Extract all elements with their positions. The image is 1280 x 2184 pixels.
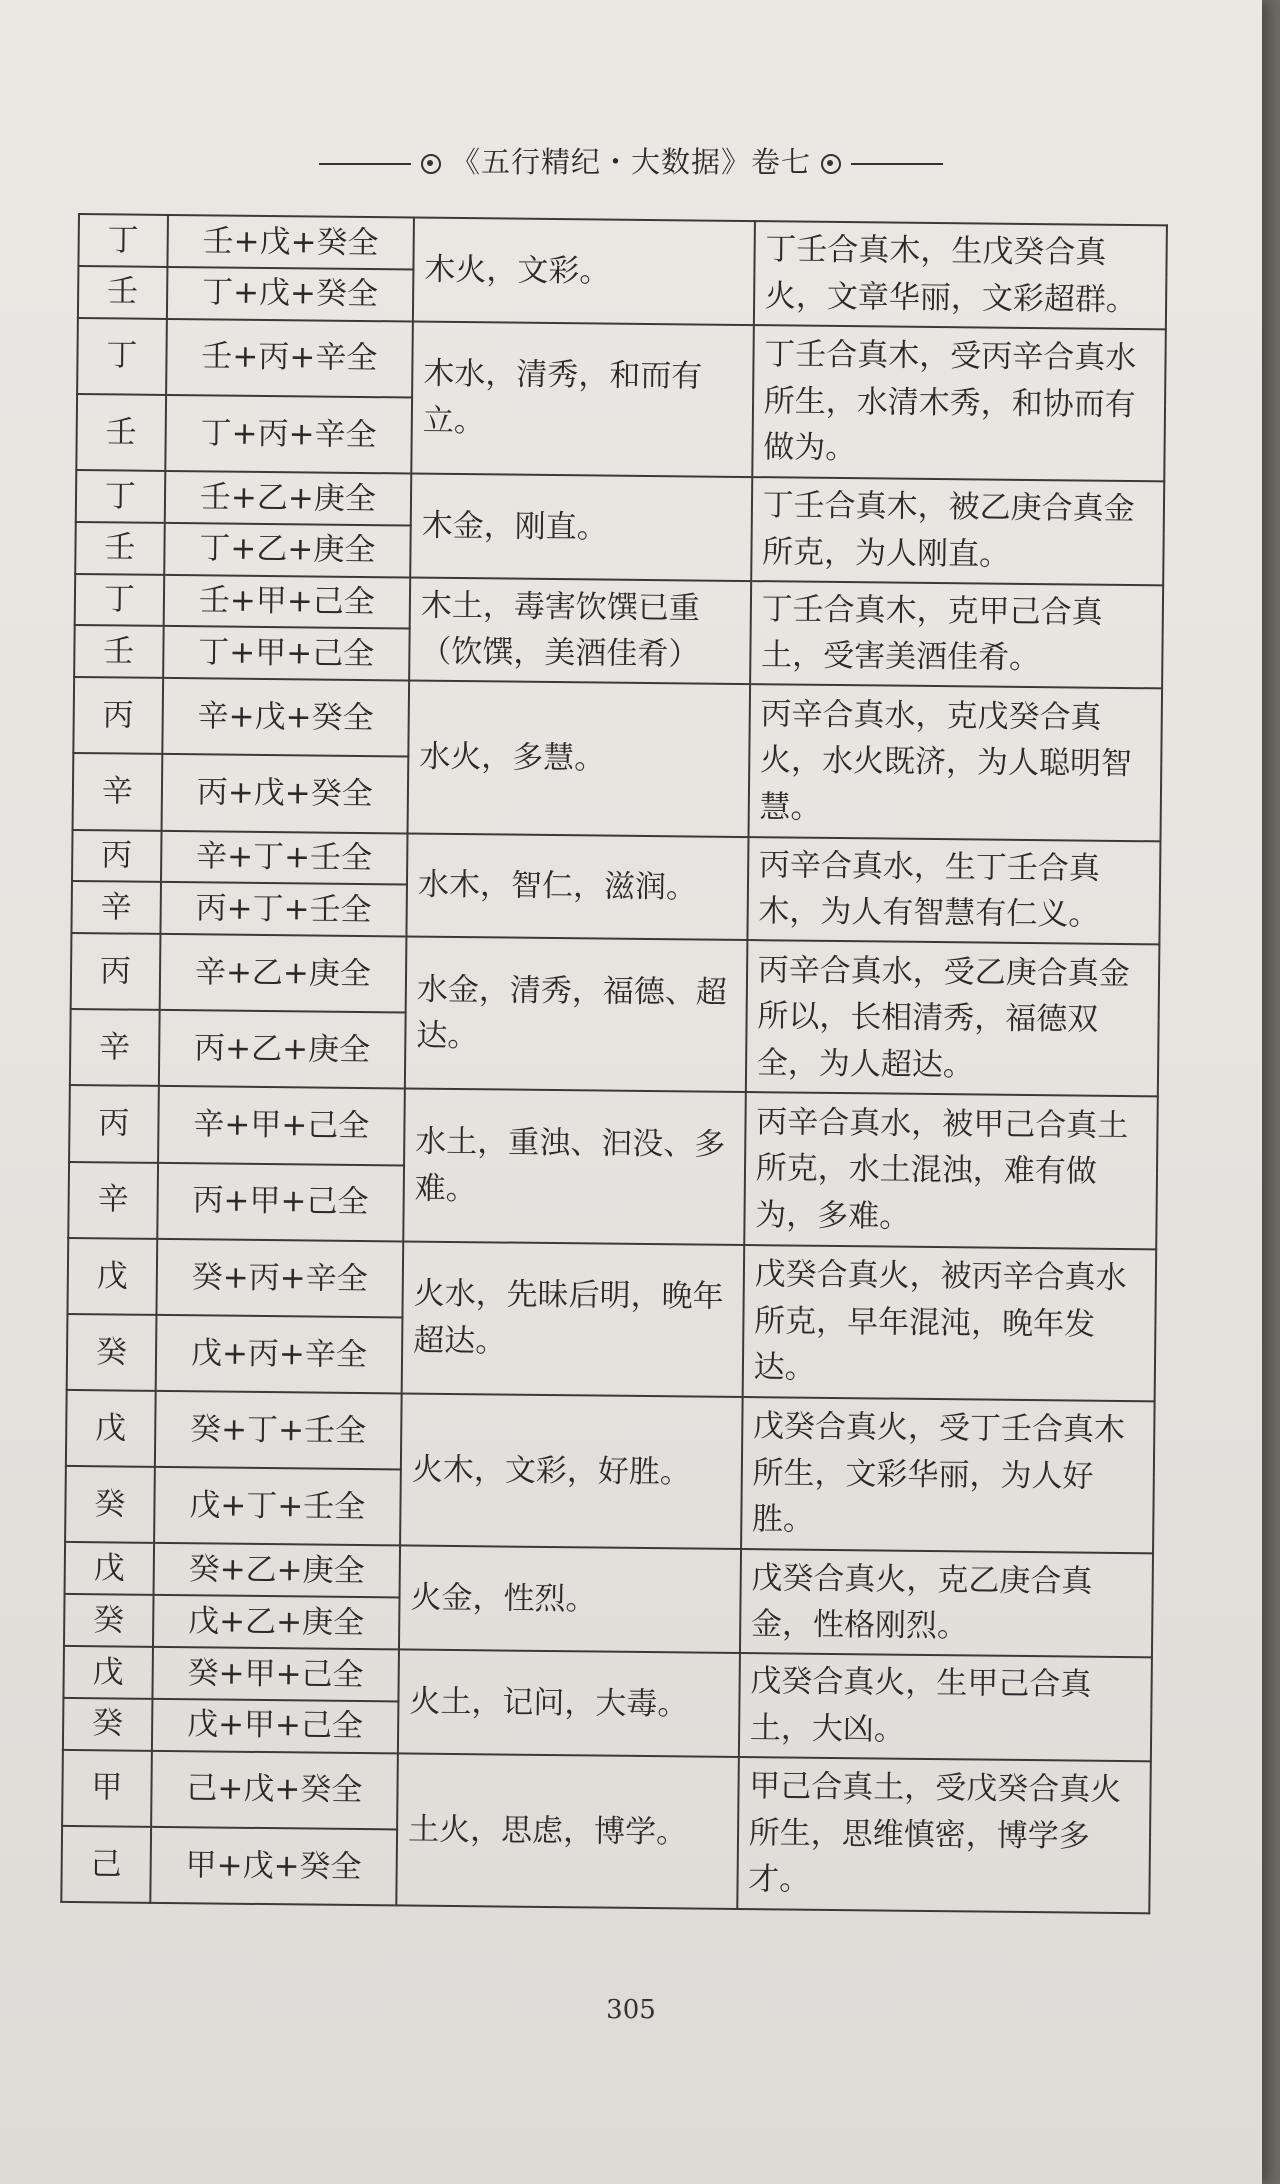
- swirl-ornament-icon: [821, 154, 841, 174]
- combination-cell: 辛+戊+癸全: [162, 678, 409, 757]
- element-description-cell: 火土，记问，大毒。: [398, 1649, 740, 1756]
- combination-table-wrapper: [60, 213, 1168, 1914]
- element-description-cell: 木火，文彩。: [413, 218, 755, 325]
- interpretation-cell: 丁壬合真木，受丙辛合真水所生，水清木秀，和协而有做为。: [752, 325, 1166, 482]
- combination-cell: 壬+丙+辛全: [166, 319, 413, 398]
- combination-cell: 壬+戊+癸全: [167, 215, 414, 269]
- interpretation-cell: 甲己合真土，受戊癸合真火所生，思维慎密，博学多才。: [737, 1757, 1151, 1914]
- combination-cell: 辛+丁+壬全: [161, 830, 408, 884]
- interpretation-cell: 丁壬合真木，生戊癸合真火，文章华丽，文彩超群。: [754, 221, 1167, 329]
- stem-cell: 癸: [67, 1314, 157, 1391]
- interpretation-cell: 丙辛合真水，克戊癸合真火，水火既济，为人聪明智慧。: [748, 684, 1162, 841]
- element-description-cell: 水土，重浊、汩没、多难。: [403, 1089, 745, 1245]
- element-description-cell: 水火，多慧。: [407, 681, 749, 837]
- swirl-ornament-icon: [421, 154, 441, 174]
- combination-cell: 丙+乙+庚全: [159, 1010, 406, 1089]
- stem-cell: 戊: [63, 1646, 152, 1699]
- stem-cell: 丁: [75, 574, 164, 627]
- stem-cell: 丁: [78, 214, 167, 267]
- interpretation-cell: 丁壬合真木，克甲己合真土，受害美酒佳肴。: [750, 581, 1163, 689]
- combination-cell: 戊+丁+壬全: [154, 1467, 401, 1546]
- combination-cell: 丙+甲+己全: [157, 1162, 404, 1241]
- stem-cell: 癸: [63, 1698, 152, 1751]
- running-header: [0, 140, 1262, 181]
- combination-cell: 癸+丁+壬全: [155, 1391, 402, 1470]
- combination-cell: 丙+戊+癸全: [161, 754, 408, 833]
- table-row: [73, 677, 1162, 765]
- stem-cell: 戊: [65, 1542, 154, 1595]
- element-description-cell: 火水，先昧后明，晚年超达。: [402, 1241, 744, 1397]
- stem-cell: 戊: [66, 1390, 156, 1467]
- page-number: 305: [606, 1995, 656, 2025]
- combination-cell: 壬+甲+己全: [163, 574, 410, 628]
- table-row: [71, 933, 1160, 1021]
- combination-cell: 癸+丙+辛全: [156, 1239, 403, 1318]
- combination-cell: 丁+戊+癸全: [167, 267, 414, 321]
- stem-cell: 辛: [68, 1162, 158, 1239]
- combination-cell: 己+戊+癸全: [151, 1750, 398, 1829]
- element-description-cell: 火金，性烈。: [399, 1546, 741, 1653]
- table-body: [61, 214, 1167, 1913]
- element-description-cell: 水木，智仁，滋润。: [406, 833, 748, 940]
- combination-cell: 戊+乙+庚全: [153, 1595, 400, 1649]
- stem-cell: 辛: [71, 881, 160, 934]
- header-rule-right: [851, 163, 943, 165]
- header-rule-left: [319, 163, 411, 165]
- combination-cell: 壬+乙+庚全: [165, 471, 412, 525]
- stem-cell: 壬: [75, 522, 164, 575]
- stem-cell: 壬: [78, 266, 167, 319]
- combination-table: [60, 213, 1168, 1914]
- stem-cell: 丙: [71, 933, 161, 1010]
- header-title: 《五行精纪・大数据》卷七: [450, 145, 811, 179]
- table-row: [77, 318, 1166, 406]
- element-description-cell: 火木，文彩，好胜。: [400, 1394, 742, 1550]
- interpretation-cell: 戊癸合真火，受丁壬合真木所生，文彩华丽，为人好胜。: [741, 1397, 1155, 1554]
- stem-cell: 丁: [77, 318, 167, 395]
- combination-cell: 辛+乙+庚全: [159, 934, 406, 1013]
- interpretation-cell: 戊癸合真火，被丙辛合真水所克，早年混沌，晚年发达。: [742, 1245, 1156, 1402]
- table-row: [66, 1390, 1155, 1478]
- element-description-cell: 土火，思虑，博学。: [396, 1753, 738, 1909]
- stem-cell: 戊: [67, 1238, 157, 1315]
- element-description-cell: 水金，清秀，福德、超达。: [405, 937, 747, 1093]
- interpretation-cell: 丙辛合真水，被甲己合真土所克，水土混浊，难有做为，多难。: [744, 1092, 1158, 1249]
- interpretation-cell: 戊癸合真火，克乙庚合真金，性格刚烈。: [740, 1549, 1153, 1657]
- combination-cell: 癸+甲+己全: [152, 1647, 399, 1701]
- interpretation-cell: 丙辛合真水，受乙庚合真金所以，长相清秀，福德双全，为人超达。: [745, 940, 1159, 1097]
- interpretation-cell: 丁壬合真木，被乙庚合真金所克，为人刚直。: [751, 477, 1164, 585]
- combination-cell: 辛+甲+己全: [158, 1086, 405, 1165]
- stem-cell: 癸: [64, 1594, 153, 1647]
- stem-cell: 辛: [73, 753, 163, 830]
- combination-cell: 丁+丙+辛全: [165, 395, 412, 474]
- element-description-cell: 木金，刚直。: [410, 473, 752, 580]
- stem-cell: 壬: [74, 625, 163, 678]
- combination-cell: 戊+丙+辛全: [155, 1315, 402, 1394]
- table-row: [69, 1085, 1158, 1173]
- combination-cell: 丁+甲+己全: [163, 626, 410, 680]
- element-description-cell: 木土，毒害饮馔已重（饮馔，美酒佳肴）: [409, 577, 751, 684]
- combination-cell: 戊+甲+己全: [152, 1699, 399, 1753]
- stem-cell: 甲: [62, 1750, 152, 1827]
- table-row: [67, 1238, 1156, 1326]
- stem-cell: 己: [61, 1826, 151, 1903]
- interpretation-cell: 戊癸合真火，生甲己合真土，大凶。: [739, 1653, 1152, 1761]
- element-description-cell: 木水，清秀，和而有立。: [411, 321, 753, 477]
- table-row: [62, 1750, 1151, 1838]
- stem-cell: 辛: [70, 1009, 160, 1086]
- combination-cell: 丁+乙+庚全: [164, 523, 411, 577]
- stem-cell: 丙: [72, 829, 161, 882]
- combination-cell: 甲+戊+癸全: [150, 1827, 397, 1906]
- stem-cell: 丙: [73, 677, 163, 754]
- stem-cell: 丙: [69, 1085, 159, 1162]
- stem-cell: 癸: [65, 1466, 155, 1543]
- combination-cell: 丙+丁+壬全: [160, 882, 407, 936]
- interpretation-cell: 丙辛合真水，生丁壬合真木，为人有智慧有仁义。: [747, 837, 1160, 945]
- combination-cell: 癸+乙+庚全: [153, 1543, 400, 1597]
- stem-cell: 丁: [76, 470, 165, 523]
- stem-cell: 壬: [76, 394, 166, 471]
